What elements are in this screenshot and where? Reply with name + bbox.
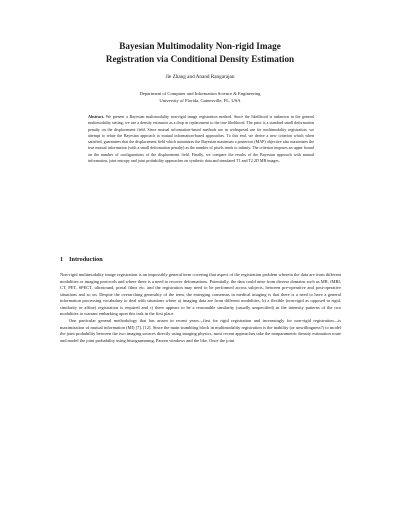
- body-paragraph-2: One particular general methodology that has arisen in recent years—first for rigid registration and increasingly for non-rigid registration—is maximization of mutual information (MI) [7], [12]. Since the main stumbling block in multimodality registration is the inability (or unwillingness?) to model the joint probability between the two imaging sources directly using imaging physics, most recent approaches take the nonparametric density estimation route and model the joint probability using histogramming, Parzen windows and the like. Once the joint: [60, 318, 341, 343]
- paper-authors: Jie Zhang and Anand Rangarajan: [165, 74, 235, 80]
- section-heading: [60, 256, 340, 264]
- section-title: Introduction: [69, 256, 103, 263]
- body-paragraph-1: Non-rigid multimodality image registration is an impossibly general term covering that aspect of the registration problem wherein the data are from different modalities or imaging protocols and where there is a need to recover deformations. Potentially, the data could arise from diverse domains such as MR, fMRI, CT, PET, SPECT, ultrasound, portal films etc. and the registration may need to be performed across subjects, between pre-operative and post-operative situations and so on. Despite the overarching generality of the term, the emerging consensus in medical imaging is that there is a need to have a general information processing vocabulary to deal with situations where a) imaging data are from different modalities, b) a flexible (non-rigid as opposed to rigid, similarity or affine) registration is required and c) there appears to be a reasonable similarity (usually unspecified) in the intensity patterns of the two modalities to warrant embarking upon this task in the first place.: [60, 272, 341, 317]
- affiliation-line-2: University of Florida, Gainesville, FL, USA: [159, 97, 241, 103]
- title-line-2: Registration via Conditional Density Estimation: [105, 54, 295, 64]
- abstract: [88, 114, 314, 164]
- paper-title: [60, 40, 340, 66]
- affiliation-line-1: Department of Computer and Information Science & Engineering: [139, 91, 261, 96]
- abstract-text: We present a Bayesian multimodality non-rigid image registration method. Since the likelihood is unknown in the general multimodality setting, we use a density estimator as a drop in replacement to the true likelihood. The prior is a standard small deformation penalty on the displacement field. Since mutual information-based methods are in widespread use for multimodality registration, we attempt to relate the Bayesian approach to mutual information-based approaches. To this end, we derive a new criterion which when satisfied, guarantees that the displacement field which minimizes the Bayesian maximum a posteriori (MAP) objective also maximizes the true mutual information (with a small deformation penalty) as the number of pixels tends to infinity. The criterion imposes an upper bound on the number of configurations of the displacement field. Finally, we compare the results of the Bayesian approach with mutual information, joint entropy and joint probability approaches on synthetic data and simulated T1 and T2 2D MR images.: [88, 114, 314, 164]
- paper-affiliation: [60, 91, 340, 104]
- section-body: [60, 272, 341, 345]
- section-number: 1: [60, 256, 64, 263]
- abstract-label: Abstract.: [88, 114, 105, 119]
- title-line-1: Bayesian Multimodality Non-rigid Image: [119, 41, 281, 51]
